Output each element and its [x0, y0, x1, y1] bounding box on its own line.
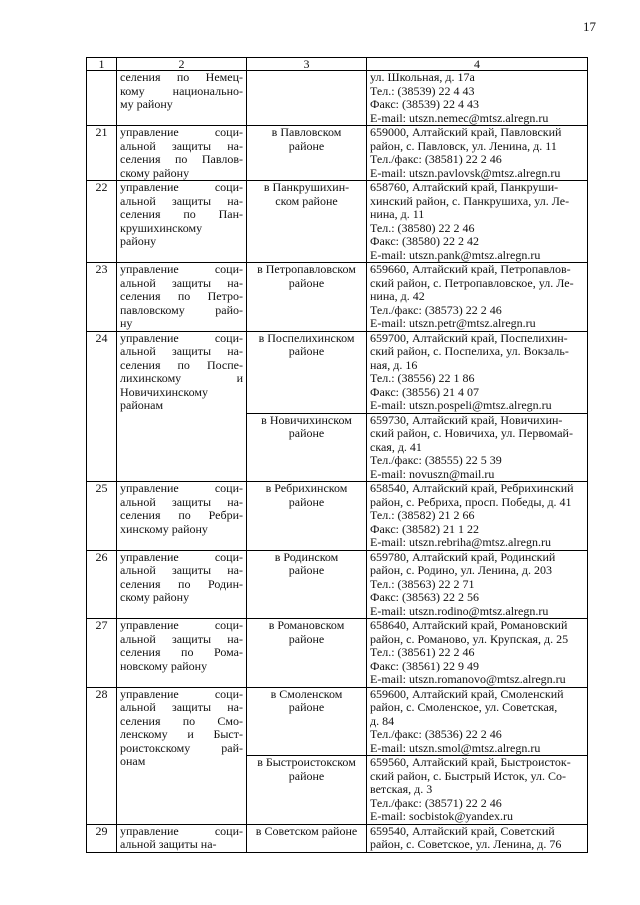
- organization-line: альной защиты на-: [120, 275, 243, 290]
- table-row: [87, 482, 588, 551]
- row-number: [87, 71, 117, 126]
- district-location: [247, 413, 367, 482]
- organization-line: управление соци-: [120, 481, 243, 495]
- contact-line: район, с. Родино, ул. Ленина, д. 203: [370, 563, 553, 577]
- contact-line: E-mail: socbistok@yandex.ru: [370, 809, 514, 823]
- district-line: в Петропавловском: [257, 262, 356, 276]
- organization-name: [117, 126, 247, 181]
- contact-line: E-mail: utszn.pavlovsk@mtsz.alregn.ru: [370, 165, 561, 180]
- organization-line: управление соци-: [120, 180, 243, 194]
- organization-line: павловскому райо-: [120, 302, 243, 317]
- contact-line: 658640, Алтайский край, Романовский: [370, 618, 568, 632]
- organization-name: [117, 331, 247, 482]
- contact-line: Тел./факс: (38573) 22 2 46: [370, 302, 502, 317]
- district-line: в Родинском: [274, 550, 339, 564]
- contact-line: 659600, Алтайский край, Смоленский: [370, 687, 564, 701]
- organization-line: альной защиты на-: [120, 193, 243, 208]
- contact-line: E-mail: utszn.rodino@mtsz.alregn.ru: [370, 603, 549, 618]
- contact-line: нина, д. 42: [370, 289, 425, 303]
- organization-line: лихинскому и: [120, 371, 243, 385]
- district-location: [247, 550, 367, 619]
- organization-line: селения по Ребри-: [120, 508, 243, 522]
- district-line: районе: [288, 494, 325, 509]
- contact-details: [367, 824, 588, 852]
- contact-line: Факс: (38539) 22 4 43: [370, 97, 479, 111]
- organization-name: [117, 824, 247, 852]
- table-row: [87, 126, 588, 181]
- contact-line: 659560, Алтайский край, Быстроисток-: [370, 755, 571, 769]
- contact-details: [367, 482, 588, 551]
- organization-line: управление соци-: [120, 824, 243, 838]
- organization-line: селения по Петро-: [120, 289, 243, 303]
- contact-line: Тел.: (38561) 22 2 46: [370, 645, 475, 659]
- district-line: в Быстроистокском: [257, 755, 356, 769]
- contact-line: 659730, Алтайский край, Новичихин-: [370, 413, 563, 427]
- contact-line: E-mail: utszn.pank@mtsz.alregn.ru: [370, 247, 541, 262]
- contact-line: 659540, Алтайский край, Советский: [370, 824, 555, 838]
- contact-details: [367, 756, 588, 825]
- district-line: в Панкрушихин-: [263, 180, 350, 194]
- contact-line: Тел.: (38580) 22 2 46: [370, 220, 475, 235]
- contact-details: [367, 331, 588, 413]
- organization-line: селения по Немец-: [120, 70, 243, 84]
- contact-details: [367, 413, 588, 482]
- organization-name: [117, 482, 247, 551]
- contact-line: E-mail: novuszn@mail.ru: [370, 466, 495, 481]
- table-row: [87, 824, 588, 852]
- contact-line: E-mail: utszn.romanovo@mtsz.alregn.ru: [370, 672, 566, 686]
- organization-line: альной защиты на-: [120, 344, 243, 358]
- organization-line: альной защиты на-: [120, 631, 243, 646]
- organization-line: управление соци-: [120, 618, 243, 632]
- contact-line: Факс: (38556) 21 4 07: [370, 384, 479, 399]
- district-line: ском районе: [275, 193, 338, 208]
- organization-line: хинскому району: [120, 521, 208, 536]
- contact-line: Факс: (38561) 22 9 49: [370, 658, 479, 673]
- organization-line: управление соци-: [120, 550, 243, 564]
- district-location: [247, 619, 367, 688]
- row-number: 21: [87, 126, 117, 181]
- contact-line: ский район, с. Новичиха, ул. Первомай-: [370, 426, 573, 440]
- contact-line: нина, д. 11: [370, 207, 425, 221]
- district-location: [247, 824, 367, 852]
- organization-line: селения по Рома-: [120, 645, 243, 659]
- contact-line: Факс: (38580) 22 2 42: [370, 234, 479, 248]
- contact-details: [367, 181, 588, 263]
- contact-line: ная, д. 16: [370, 357, 418, 372]
- organization-line: управление соци-: [120, 331, 243, 345]
- contact-line: ский район, с. Петропавловское, ул. Ле-: [370, 275, 574, 290]
- district-line: в Поспелихинском: [258, 331, 355, 345]
- contact-details: [367, 619, 588, 688]
- organization-line: селения по Поспе-: [120, 357, 243, 372]
- organization-name: [117, 550, 247, 619]
- row-number: 25: [87, 482, 117, 551]
- organization-line: управление соци-: [120, 687, 243, 701]
- organization-line: новскому району: [120, 658, 208, 673]
- district-line: в Ребрихинском: [265, 481, 348, 495]
- column-number: 3: [247, 58, 367, 71]
- organization-line: му району: [120, 97, 173, 111]
- organization-line: альной защиты на-: [120, 837, 217, 851]
- district-location: [247, 263, 367, 332]
- contact-line: район, с. Ребриха, просп. Победы, д. 41: [370, 494, 572, 509]
- organization-name: [117, 687, 247, 824]
- district-line: районе: [288, 631, 325, 646]
- organization-line: селения по Павлов-: [120, 152, 243, 166]
- organization-name: [117, 619, 247, 688]
- contact-line: 659780, Алтайский край, Родинский: [370, 550, 556, 564]
- organization-line: альной защиты на-: [120, 494, 243, 509]
- organization-line: альной защиты на-: [120, 138, 243, 153]
- contact-line: E-mail: utszn.rebriha@mtsz.alregn.ru: [370, 535, 551, 549]
- row-number: 24: [87, 331, 117, 482]
- contact-line: ский район, с. Быстрый Исток, ул. Со-: [370, 768, 567, 783]
- column-number: 4: [367, 58, 588, 71]
- table-row: [87, 687, 588, 756]
- organization-line: району: [120, 234, 157, 248]
- table-row: [87, 550, 588, 619]
- organization-line: ленскому и Быст-: [120, 727, 243, 741]
- contact-line: Тел./факс: (38571) 22 2 46: [370, 795, 502, 810]
- contact-line: район, с. Смоленское, ул. Советская,: [370, 700, 558, 714]
- row-number: 28: [87, 687, 117, 824]
- district-line: в Романовском: [268, 618, 345, 632]
- district-line: в Павловском: [271, 125, 342, 139]
- contact-details: [367, 126, 588, 181]
- organization-line: управление соци-: [120, 262, 243, 276]
- organization-name: [117, 263, 247, 332]
- contact-details: [367, 687, 588, 756]
- organization-line: скому району: [120, 590, 190, 604]
- contact-line: Факс: (38582) 21 1 22: [370, 521, 479, 536]
- page-number: 17: [583, 19, 596, 34]
- contact-line: Тел.: (38563) 22 2 71: [370, 576, 475, 591]
- contact-line: хинский район, с. Панкрушиха, ул. Ле-: [370, 193, 570, 208]
- organization-line: Новичихинскому: [120, 384, 208, 399]
- contact-line: ветская, д. 3: [370, 782, 433, 796]
- row-number: 22: [87, 181, 117, 263]
- district-location: [247, 181, 367, 263]
- row-number: 23: [87, 263, 117, 332]
- contact-line: E-mail: utszn.smol@mtsz.alregn.ru: [370, 740, 541, 755]
- contact-line: район, с. Советское, ул. Ленина, д. 76: [370, 837, 562, 851]
- district-line: в Смоленском: [270, 687, 343, 701]
- contact-details: [367, 263, 588, 332]
- district-line: районе: [288, 563, 325, 577]
- district-line: в Новичихинском: [261, 413, 352, 427]
- table-row: [87, 263, 588, 332]
- contact-details: [367, 71, 588, 126]
- column-number-row: [87, 58, 588, 71]
- organization-line: альной защиты на-: [120, 563, 243, 577]
- contact-line: Тел.: (38539) 22 4 43: [370, 83, 475, 98]
- organization-line: онам: [120, 754, 146, 768]
- district-location: [247, 71, 367, 126]
- district-line: районе: [288, 700, 325, 714]
- row-number: 26: [87, 550, 117, 619]
- contact-line: Тел./факс: (38536) 22 2 46: [370, 727, 502, 741]
- contact-line: 659000, Алтайский край, Павловский: [370, 125, 562, 139]
- organization-name: [117, 71, 247, 126]
- contact-line: район, с. Павловск, ул. Ленина, д. 11: [370, 138, 557, 153]
- organization-line: районам: [120, 398, 164, 412]
- contact-line: E-mail: utszn.pospeli@mtsz.alregn.ru: [370, 398, 552, 412]
- table-body: [87, 58, 588, 853]
- column-number: 2: [117, 58, 247, 71]
- organization-line: скому району: [120, 165, 190, 180]
- contact-line: д. 84: [370, 713, 395, 728]
- contact-line: Тел./факс: (38581) 22 2 46: [370, 152, 502, 166]
- contact-line: ская, д. 41: [370, 439, 422, 454]
- contact-line: E-mail: utszn.petr@mtsz.alregn.ru: [370, 316, 536, 330]
- contact-line: E-mail: utszn.nemec@mtsz.alregn.ru: [370, 110, 549, 125]
- contact-line: 658540, Алтайский край, Ребрихинский: [370, 481, 574, 495]
- contact-line: ул. Школьная, д. 17а: [370, 70, 475, 84]
- column-number: 1: [87, 58, 117, 71]
- organization-line: кому национально-: [120, 83, 243, 98]
- district-line: районе: [288, 426, 325, 440]
- organization-line: управление соци-: [120, 125, 243, 139]
- table-row: [87, 181, 588, 263]
- contact-line: Тел.: (38582) 21 2 66: [370, 508, 475, 522]
- contact-line: 658760, Алтайский край, Панкруши-: [370, 180, 559, 194]
- contact-line: 659660, Алтайский край, Петропавлов-: [370, 262, 571, 276]
- contact-line: ский район, с. Поспелиха, ул. Вокзаль-: [370, 344, 569, 358]
- organization-line: ну: [120, 316, 133, 330]
- table-row: [87, 619, 588, 688]
- table-row: [87, 71, 588, 126]
- organization-line: крушихинскому: [120, 220, 203, 235]
- row-number: 27: [87, 619, 117, 688]
- organization-line: селения по Пан-: [120, 207, 243, 221]
- district-location: [247, 126, 367, 181]
- contact-line: Факс: (38563) 22 2 56: [370, 590, 479, 604]
- table-row: [87, 331, 588, 413]
- district-line: районе: [288, 344, 325, 358]
- contact-line: Тел./факс: (38555) 22 5 39: [370, 453, 502, 467]
- district-location: [247, 331, 367, 413]
- contact-line: Тел.: (38556) 22 1 86: [370, 371, 475, 385]
- organization-name: [117, 181, 247, 263]
- organization-line: роистокскому рай-: [120, 740, 243, 755]
- organization-line: селения по Смо-: [120, 713, 243, 728]
- contact-details: [367, 550, 588, 619]
- row-number: 29: [87, 824, 117, 852]
- district-line: районе: [288, 768, 325, 783]
- district-line: районе: [288, 275, 325, 290]
- district-line: районе: [288, 138, 325, 153]
- district-line: в Советском районе: [255, 824, 358, 838]
- organization-line: селения по Родин-: [120, 576, 243, 591]
- district-location: [247, 482, 367, 551]
- district-location: [247, 756, 367, 825]
- directory-table: [86, 57, 588, 853]
- district-location: [247, 687, 367, 756]
- organization-line: альной защиты на-: [120, 700, 243, 714]
- contact-line: 659700, Алтайский край, Поспелихин-: [370, 331, 568, 345]
- contact-line: район, с. Романово, ул. Крупская, д. 25: [370, 631, 569, 646]
